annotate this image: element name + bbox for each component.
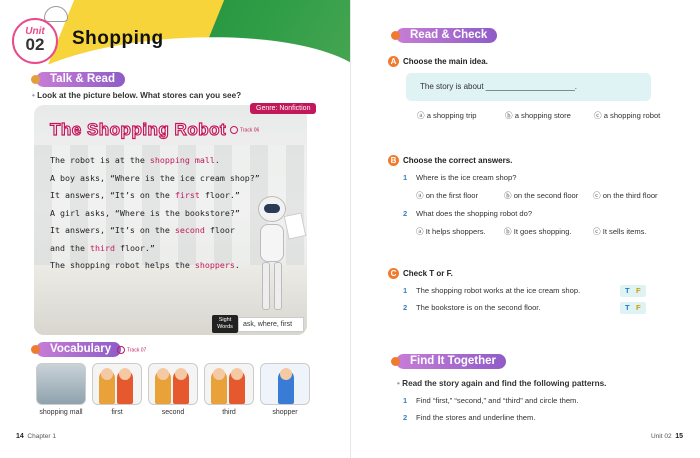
q2-option-b[interactable]: ⓑ It goes shopping. xyxy=(504,227,572,236)
vocab-image-first xyxy=(92,363,142,405)
story-segment: The shopping robot helps the xyxy=(50,260,195,270)
vocab-image-shopper xyxy=(260,363,310,405)
story-segment: and the xyxy=(50,242,90,253)
vocab-image-third xyxy=(204,363,254,405)
vocab-highlight: second xyxy=(174,225,205,235)
task-1: Find “first,” “second,” and “third” and circle them. xyxy=(416,396,579,405)
q1-option-b[interactable]: ⓑ on the second floor xyxy=(504,191,579,200)
track-label: Track 06 xyxy=(240,127,260,134)
vocabulary-heading: Vocabulary xyxy=(36,342,121,357)
vocab-label-first: first xyxy=(111,409,123,416)
page-number: 14 xyxy=(16,433,24,440)
page-number: 15 xyxy=(675,433,684,440)
main-option-b[interactable]: ⓑ a shopping store xyxy=(505,111,571,120)
unit-footer-label: Unit 02 xyxy=(651,433,672,440)
section-b-title: Choose the correct answers. xyxy=(403,156,513,165)
story-segment: floor.” xyxy=(114,242,155,253)
audio-icon xyxy=(230,126,238,134)
vocab-label-second: second xyxy=(161,409,185,416)
read-check-heading: Read & Check xyxy=(396,28,497,43)
vocab-label-third: third xyxy=(222,409,236,416)
task-1-number: 1 xyxy=(403,396,408,405)
sight-words-label: Sight Words xyxy=(212,315,238,333)
vocab-highlight: third xyxy=(89,242,115,253)
true-option[interactable]: T xyxy=(625,286,630,295)
find-instruction: • Read the story again and find the following patterns. xyxy=(397,379,606,388)
story-segment: floor.” xyxy=(199,190,240,200)
story-text xyxy=(50,152,260,275)
task-2: Find the stores and underline them. xyxy=(416,413,536,422)
story-line xyxy=(50,152,250,170)
statement-2-true-false[interactable] xyxy=(620,302,646,314)
chapter-label: Chapter 1 xyxy=(27,433,56,440)
statement-1-number: 1 xyxy=(403,286,408,295)
story-line xyxy=(50,257,250,275)
question-1: Where is the ice cream shop? xyxy=(416,173,517,182)
audio-icon xyxy=(117,346,125,354)
question-2: What does the shopping robot do? xyxy=(416,209,533,218)
story-line xyxy=(50,205,250,223)
track-07-audio[interactable] xyxy=(117,346,146,354)
vocab-image-second xyxy=(148,363,198,405)
talk-read-instruction: • Look at the picture below. What stores can you see? xyxy=(32,91,241,100)
vocab-highlight: first xyxy=(174,190,200,200)
main-option-a[interactable]: ⓐ a shopping trip xyxy=(417,111,477,120)
section-a-letter: A xyxy=(388,56,399,67)
story-segment: . xyxy=(234,260,240,270)
right-page xyxy=(350,0,700,458)
section-c-letter: C xyxy=(388,268,399,279)
true-option[interactable]: T xyxy=(625,303,630,312)
story-line xyxy=(50,170,260,188)
false-option[interactable]: F xyxy=(636,303,641,312)
story-segment: A boy asks, “Where is the ice cream shop?” xyxy=(50,172,260,183)
sight-words-list: ask, where, first xyxy=(238,317,304,332)
main-option-c[interactable]: ⓒ a shopping robot xyxy=(594,111,661,120)
q2-option-a[interactable]: ⓐ It helps shoppers. xyxy=(416,227,486,236)
track-06-audio[interactable] xyxy=(230,126,259,134)
unit-number: 02 xyxy=(25,35,45,54)
story-line xyxy=(50,222,250,240)
track-label: Track 07 xyxy=(127,347,147,354)
vocab-label-shopping-mall: shopping mall xyxy=(39,409,83,416)
story-line xyxy=(50,187,250,205)
statement-2-number: 2 xyxy=(403,303,408,312)
q1-option-a[interactable]: ⓐ on the first floor xyxy=(416,191,479,200)
section-a-title: Choose the main idea. xyxy=(403,57,488,66)
story-title: The Shopping Robot xyxy=(50,120,227,139)
story-segment: The robot is at the xyxy=(50,155,150,165)
right-footer xyxy=(651,433,683,440)
statement-1-true-false[interactable] xyxy=(620,285,646,297)
genre-badge: Genre: Nonfiction xyxy=(250,103,316,114)
section-c-title: Check T or F. xyxy=(403,269,453,278)
statement-1: The shopping robot works at the ice cream shop. xyxy=(416,286,581,295)
unit-label: Unit xyxy=(25,26,45,37)
vocab-highlight: shopping mall xyxy=(149,155,215,165)
story-line xyxy=(50,240,250,258)
unit-title: Shopping xyxy=(72,28,164,49)
story-segment: A girl asks, “Where is the bookstore?” xyxy=(50,207,240,218)
main-idea-box: The story is about ____________________. xyxy=(406,73,651,101)
unit-badge xyxy=(12,18,58,64)
story-segment: It answers, “It’s on the xyxy=(50,225,175,235)
story-segment: floor xyxy=(204,225,235,235)
vocab-label-shopper: shopper xyxy=(272,409,298,416)
section-b-letter: B xyxy=(388,155,399,166)
robot-illustration xyxy=(248,196,308,326)
story-segment: . xyxy=(214,155,220,165)
vocab-highlight: shoppers xyxy=(194,260,235,270)
story-segment: It answers, “It’s on the xyxy=(50,190,175,200)
question-2-number: 2 xyxy=(403,209,408,218)
q1-option-c[interactable]: ⓒ on the third floor xyxy=(593,191,658,200)
false-option[interactable]: F xyxy=(636,286,641,295)
vocab-image-shopping-mall xyxy=(36,363,86,405)
task-2-number: 2 xyxy=(403,413,408,422)
statement-2: The bookstore is on the second floor. xyxy=(416,303,541,312)
left-footer xyxy=(16,433,56,440)
question-1-number: 1 xyxy=(403,173,408,182)
q2-option-c[interactable]: ⓒ It sells items. xyxy=(593,227,647,236)
talk-read-heading: Talk & Read xyxy=(36,72,125,87)
find-it-together-heading: Find It Together xyxy=(396,354,506,369)
